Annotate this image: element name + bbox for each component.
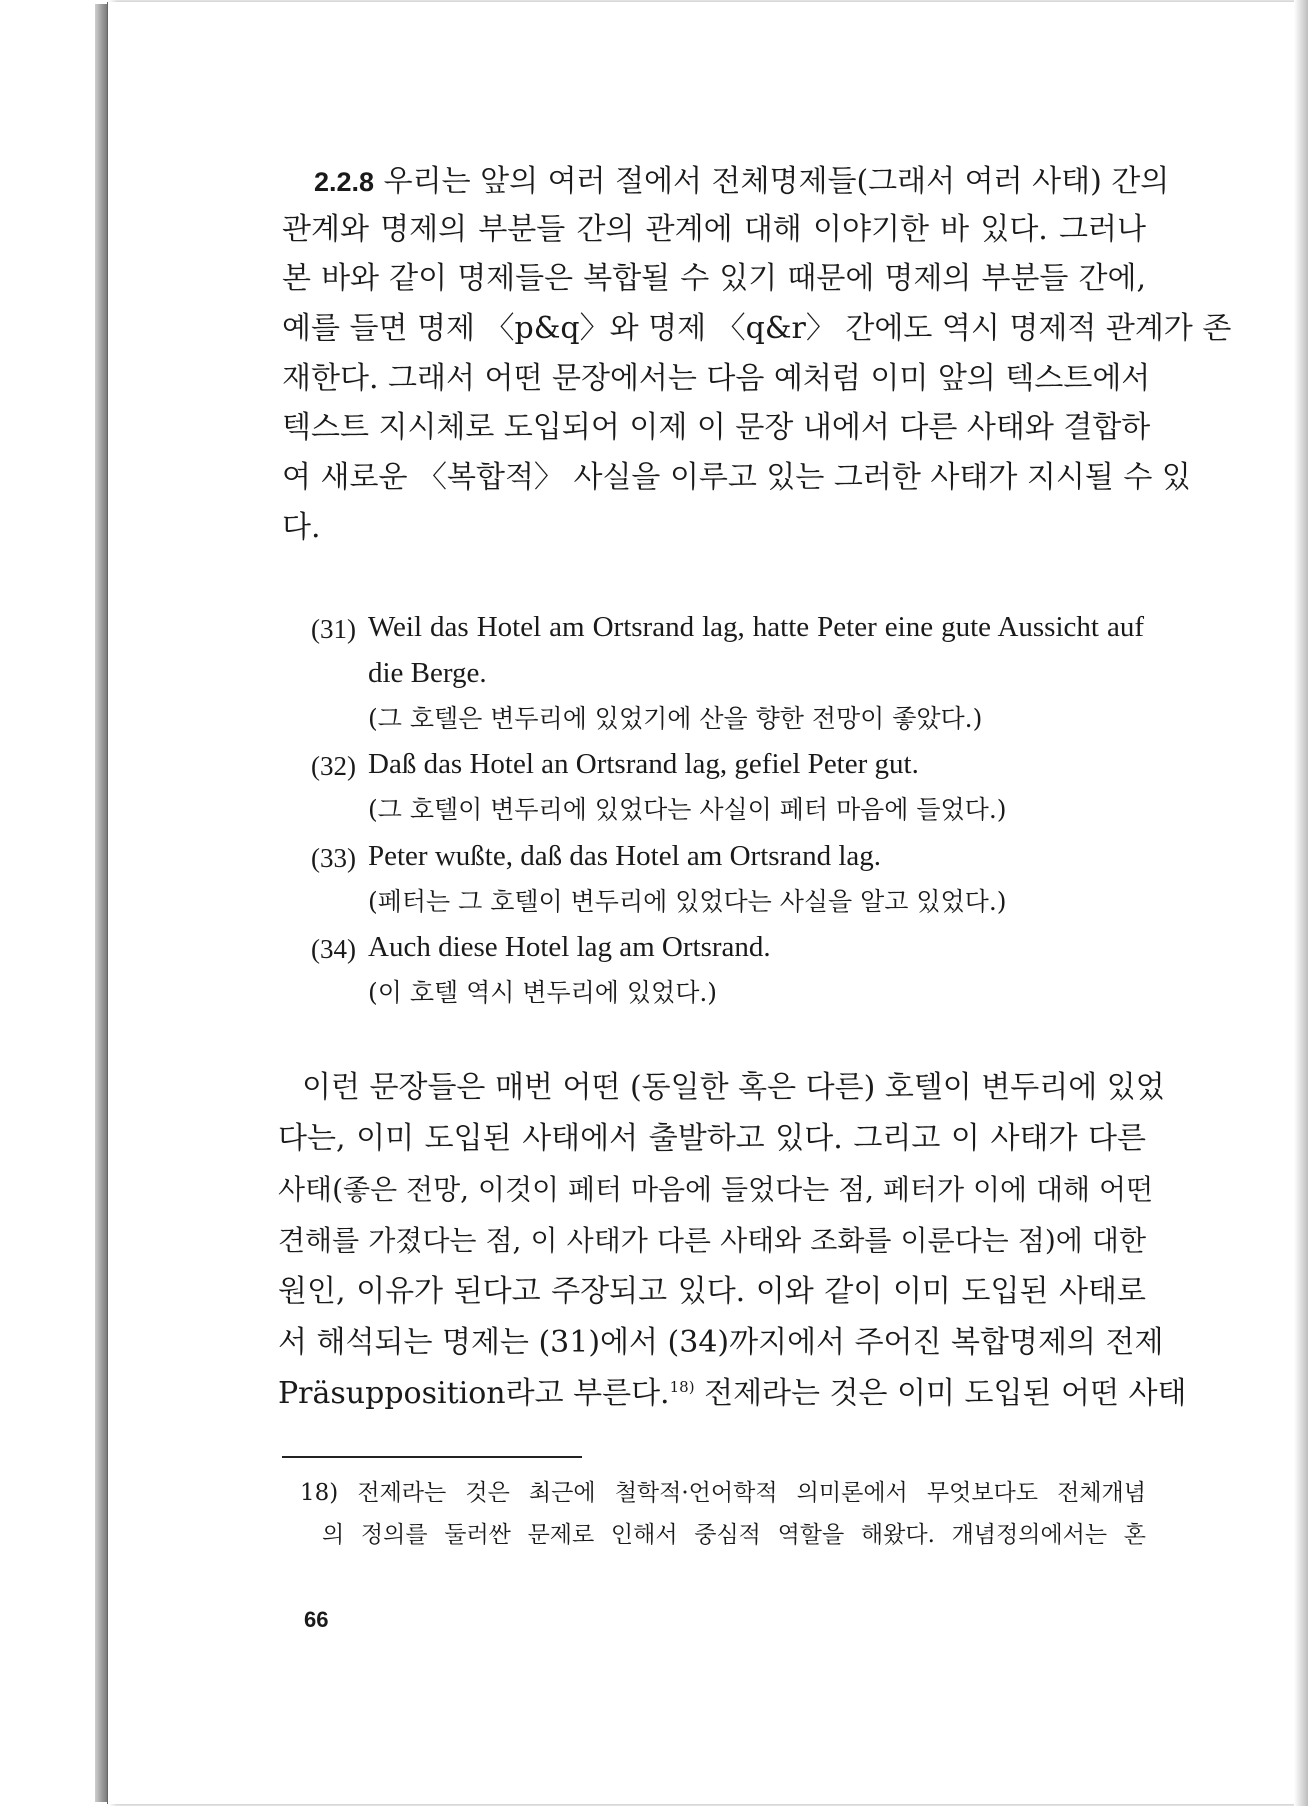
example-sentence: Weil das Hotel am Ortsrand lag, hatte Peter eine gute Aussicht auf [368, 611, 1144, 643]
paragraph2-line1: 이런 문장들은 매번 어떤 (동일한 혹은 다른) 호텔이 변두리에 있었 [302, 1070, 1165, 1105]
book-spine-edge [95, 4, 107, 1802]
paragraph2-line7-start: Präsupposition라고 부른다. [278, 1376, 670, 1411]
paragraph1-line5: 재한다. 그래서 어떤 문장에서는 다음 예처럼 이미 앞의 텍스트에서 [282, 361, 1151, 396]
example-sentence: Daß das Hotel an Ortsrand lag, gefiel Peter gut. [368, 748, 919, 780]
footnote-reference: 18) [669, 1378, 695, 1396]
paragraph2-line5: 원인, 이유가 된다고 주장되고 있다. 이와 같이 이미 도입된 사태로 [278, 1274, 1146, 1309]
section-number: 2.2.8 [314, 167, 375, 197]
example-translation: (그 호텔은 변두리에 있었기에 산을 향한 전망이 좋았다.) [368, 704, 983, 733]
paragraph1-line3: 본 바와 같이 명제들은 복합될 수 있기 때문에 명제의 부분들 간에, [282, 261, 1146, 296]
paragraph2-line6: 서 해석되는 명제는 (31)에서 (34)까지에서 주어진 복합명제의 전제 [278, 1325, 1164, 1360]
example-translation: (그 호텔이 변두리에 있었다는 사실이 페터 마음에 들었다.) [368, 795, 1007, 824]
example-translation: (페터는 그 호텔이 변두리에 있었다는 사실을 알고 있었다.) [368, 887, 1007, 916]
paragraph2-line2: 다는, 이미 도입된 사태에서 출발하고 있다. 그리고 이 사태가 다른 [278, 1121, 1146, 1156]
example-sentence: Auch diese Hotel lag am Ortsrand. [368, 931, 771, 963]
paragraph2-line4: 견해를 가졌다는 점, 이 사태가 다른 사태와 조화를 이룬다는 점)에 대한 [278, 1224, 1146, 1257]
example-number: (32) [311, 751, 356, 781]
example-number: (33) [311, 843, 356, 873]
paragraph1-line6: 텍스트 지시체로 도입되어 이제 이 문장 내에서 다른 사태와 결합하 [282, 410, 1151, 445]
paragraph2-line3: 사태(좋은 전망, 이것이 페터 마음에 들었다는 점, 페터가 이에 대해 어떤 [278, 1173, 1154, 1206]
example-number: (31) [311, 614, 356, 644]
paragraph2-line7 [278, 1374, 1187, 1414]
page-right-shadow [1294, 0, 1308, 1806]
paragraph2-line7-end: 전제라는 것은 이미 도입된 어떤 사태 [694, 1376, 1187, 1411]
paragraph1-line4: 예를 들면 명제 〈p&q〉와 명제 〈q&r〉 간에도 역시 명제적 관계가 존 [282, 311, 1232, 346]
paragraph1-line8: 다. [282, 510, 321, 545]
example-sentence: Peter wußte, daß das Hotel am Ortsrand lag. [368, 840, 881, 872]
paragraph1-line1 [314, 162, 1170, 202]
footnote-divider [282, 1456, 582, 1458]
example-translation: (이 호텔 역시 변두리에 있었다.) [368, 978, 718, 1007]
paragraph1-line2: 관계와 명제의 부분들 간의 관계에 대해 이야기한 바 있다. 그러나 [282, 212, 1146, 247]
paragraph1-line1-text: 우리는 앞의 여러 절에서 전체명제들(그래서 여러 사태) 간의 [383, 164, 1170, 199]
footnote-line2: 의 정의를 둘러싼 문제로 인해서 중심적 역할을 해왔다. 개념정의에서는 혼 [322, 1522, 1146, 1548]
example-sentence-continued: die Berge. [368, 657, 487, 689]
paragraph1-line7: 여 새로운 〈복합적〉 사실을 이루고 있는 그러한 사태가 지시될 수 있 [282, 460, 1191, 495]
page-number: 66 [304, 1607, 329, 1632]
footnote-line1: 18) 전제라는 것은 최근에 철학적·언어학적 의미론에서 무엇보다도 전체개념 [300, 1480, 1146, 1506]
example-number: (34) [311, 934, 356, 964]
